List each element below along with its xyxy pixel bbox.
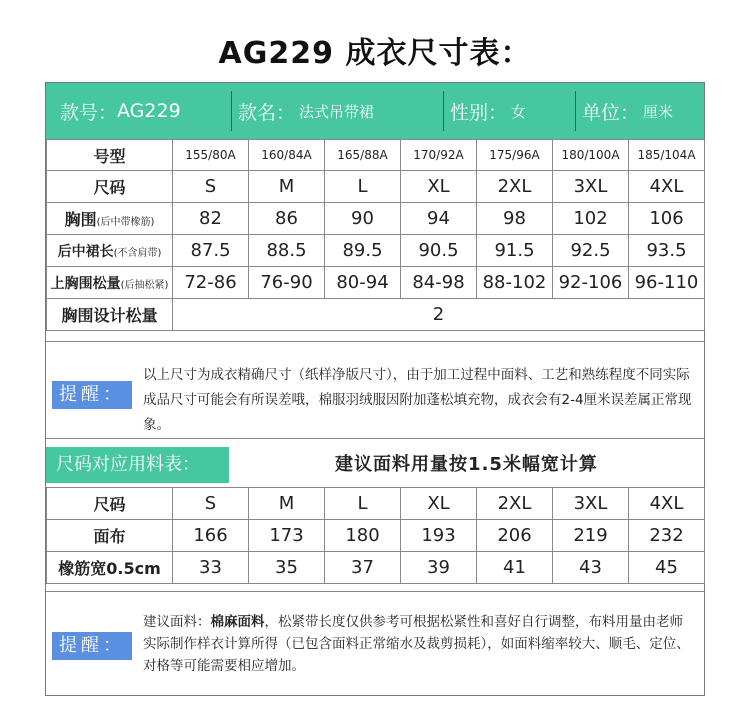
fabric-cell: 232 bbox=[629, 520, 705, 552]
chest-note: (后中带橡筋) bbox=[96, 217, 155, 228]
unit-key: 单位： bbox=[582, 101, 640, 124]
chest-cell: 98 bbox=[477, 203, 553, 235]
fabric-size-cell: M bbox=[249, 488, 325, 520]
fabric-cell: 193 bbox=[401, 520, 477, 552]
elastic-cell: 41 bbox=[477, 552, 553, 584]
fabric-cell: 206 bbox=[477, 520, 553, 552]
reminder-text-2 bbox=[143, 611, 695, 677]
size-cell: 4XL bbox=[629, 171, 705, 203]
model-cell: 170/92A bbox=[401, 140, 477, 171]
upper-chest-cell: 76-90 bbox=[249, 267, 325, 299]
reminder-text-2-prefix: 建议面料： bbox=[143, 614, 211, 630]
elastic-cell: 39 bbox=[401, 552, 477, 584]
elastic-label: 橡筋宽0.5cm bbox=[47, 552, 173, 584]
chest-cell: 90 bbox=[325, 203, 401, 235]
ease-row bbox=[47, 299, 705, 331]
fabric-size-cell: 4XL bbox=[629, 488, 705, 520]
size-chart-sheet bbox=[45, 82, 705, 696]
length-label-cell bbox=[47, 235, 173, 267]
length-cell: 87.5 bbox=[173, 235, 249, 267]
upper-chest-cell: 88-102 bbox=[477, 267, 553, 299]
model-cell: 175/96A bbox=[477, 140, 553, 171]
chest-cell: 94 bbox=[401, 203, 477, 235]
upper-chest-cell: 72-86 bbox=[173, 267, 249, 299]
fabric-size-cell: S bbox=[173, 488, 249, 520]
upper-chest-cell: 84-98 bbox=[401, 267, 477, 299]
model-label: 号型 bbox=[47, 140, 173, 171]
page-title: AG229 成衣尺寸表： bbox=[218, 36, 532, 71]
length-note: (不含肩带) bbox=[113, 247, 162, 259]
fabric-label: 面布 bbox=[47, 520, 173, 552]
length-cell: 90.5 bbox=[401, 235, 477, 267]
size-cell: L bbox=[325, 171, 401, 203]
reminder-tag-2: 提醒： bbox=[52, 632, 132, 660]
length-cell: 92.5 bbox=[553, 235, 629, 267]
chest-cell: 106 bbox=[629, 203, 705, 235]
gender-cell bbox=[443, 91, 575, 131]
style-name-value: 法式吊带裙 bbox=[299, 102, 375, 121]
style-name-cell bbox=[231, 91, 443, 131]
upper-chest-cell: 92-106 bbox=[553, 267, 629, 299]
length-cell: 91.5 bbox=[477, 235, 553, 267]
unit-value: 厘米 bbox=[643, 102, 674, 121]
fabric-size-label: 尺码 bbox=[47, 488, 173, 520]
reminder-text-1: 以上尺寸为成衣精确尺寸（纸样净版尺寸），由于加工过程中面料、工艺和熟练程度不同实际成品尺寸可能会有所误差哦，棉服羽绒服因附加蓬松填充物，成衣会有2-4厘米误差属正常现象。 bbox=[143, 367, 692, 433]
elastic-row bbox=[47, 552, 705, 584]
chest-cell: 102 bbox=[553, 203, 629, 235]
chest-cell: 82 bbox=[173, 203, 249, 235]
reminder-box-2 bbox=[46, 591, 704, 697]
fabric-section-header bbox=[46, 447, 704, 483]
ease-label: 胸围设计松量 bbox=[47, 299, 173, 331]
chest-cell: 86 bbox=[249, 203, 325, 235]
model-cell: 180/100A bbox=[553, 140, 629, 171]
fabric-section-tag: 尺码对应用料表： bbox=[46, 447, 229, 483]
gender-key: 性别： bbox=[450, 101, 508, 124]
reminder-tag-1: 提醒： bbox=[52, 381, 132, 409]
fabric-cell: 180 bbox=[325, 520, 401, 552]
size-cell: 3XL bbox=[553, 171, 629, 203]
fabric-table bbox=[46, 487, 705, 584]
product-header-bar bbox=[46, 83, 704, 139]
elastic-cell: 37 bbox=[325, 552, 401, 584]
length-cell: 88.5 bbox=[249, 235, 325, 267]
model-cell: 165/88A bbox=[325, 140, 401, 171]
length-row bbox=[47, 235, 705, 267]
elastic-cell: 33 bbox=[173, 552, 249, 584]
fabric-size-row bbox=[47, 488, 705, 520]
fabric-size-cell: XL bbox=[401, 488, 477, 520]
elastic-cell: 35 bbox=[249, 552, 325, 584]
reminder-text-2-highlight: 棉麻面料 bbox=[210, 614, 265, 630]
upper-chest-cell: 80-94 bbox=[325, 267, 401, 299]
size-cell: S bbox=[173, 171, 249, 203]
fabric-row bbox=[47, 520, 705, 552]
size-cell: XL bbox=[401, 171, 477, 203]
model-cell: 185/104A bbox=[629, 140, 705, 171]
fabric-size-cell: L bbox=[325, 488, 401, 520]
style-name-key: 款名： bbox=[238, 101, 296, 124]
elastic-cell: 43 bbox=[553, 552, 629, 584]
length-cell: 93.5 bbox=[629, 235, 705, 267]
reminder-box-1 bbox=[46, 341, 704, 439]
size-table bbox=[46, 139, 705, 331]
upper-chest-note: (后抽松紧) bbox=[120, 279, 169, 291]
upper-chest-row bbox=[47, 267, 705, 299]
model-cell: 160/84A bbox=[249, 140, 325, 171]
chest-label: 胸围 bbox=[64, 210, 97, 229]
upper-chest-label-cell bbox=[47, 267, 173, 299]
chest-label-cell bbox=[47, 203, 173, 235]
upper-chest-label: 上胸围松量 bbox=[50, 275, 121, 292]
reminder-text-2-body: ，松紧带长度仅供参考可根据松紧性和喜好自行调整，布料用量由老师实际制作样衣计算所得（已包含面料正常缩水及裁剪损耗），如面料缩率较大、顺毛、定位、对格等可能需要相应增加。 bbox=[143, 614, 690, 674]
fabric-cell: 166 bbox=[173, 520, 249, 552]
gender-value: 女 bbox=[511, 102, 527, 121]
style-number-value: AG229 bbox=[117, 100, 181, 122]
unit-cell bbox=[575, 91, 704, 131]
size-row bbox=[47, 171, 705, 203]
style-number-key: 款号： bbox=[60, 101, 118, 124]
fabric-cell: 173 bbox=[249, 520, 325, 552]
style-number-cell bbox=[46, 91, 231, 131]
chest-row bbox=[47, 203, 705, 235]
fabric-section-title: 建议面料用量按1.5米幅宽计算 bbox=[335, 454, 598, 475]
length-cell: 89.5 bbox=[325, 235, 401, 267]
ease-value: 2 bbox=[173, 299, 705, 331]
size-cell: M bbox=[249, 171, 325, 203]
length-label: 后中裙长 bbox=[57, 243, 114, 260]
fabric-cell: 219 bbox=[553, 520, 629, 552]
size-cell: 2XL bbox=[477, 171, 553, 203]
upper-chest-cell: 96-110 bbox=[629, 267, 705, 299]
fabric-size-cell: 2XL bbox=[477, 488, 553, 520]
model-row bbox=[47, 140, 705, 171]
fabric-size-cell: 3XL bbox=[553, 488, 629, 520]
model-cell: 155/80A bbox=[173, 140, 249, 171]
elastic-cell: 45 bbox=[629, 552, 705, 584]
size-label: 尺码 bbox=[47, 171, 173, 203]
